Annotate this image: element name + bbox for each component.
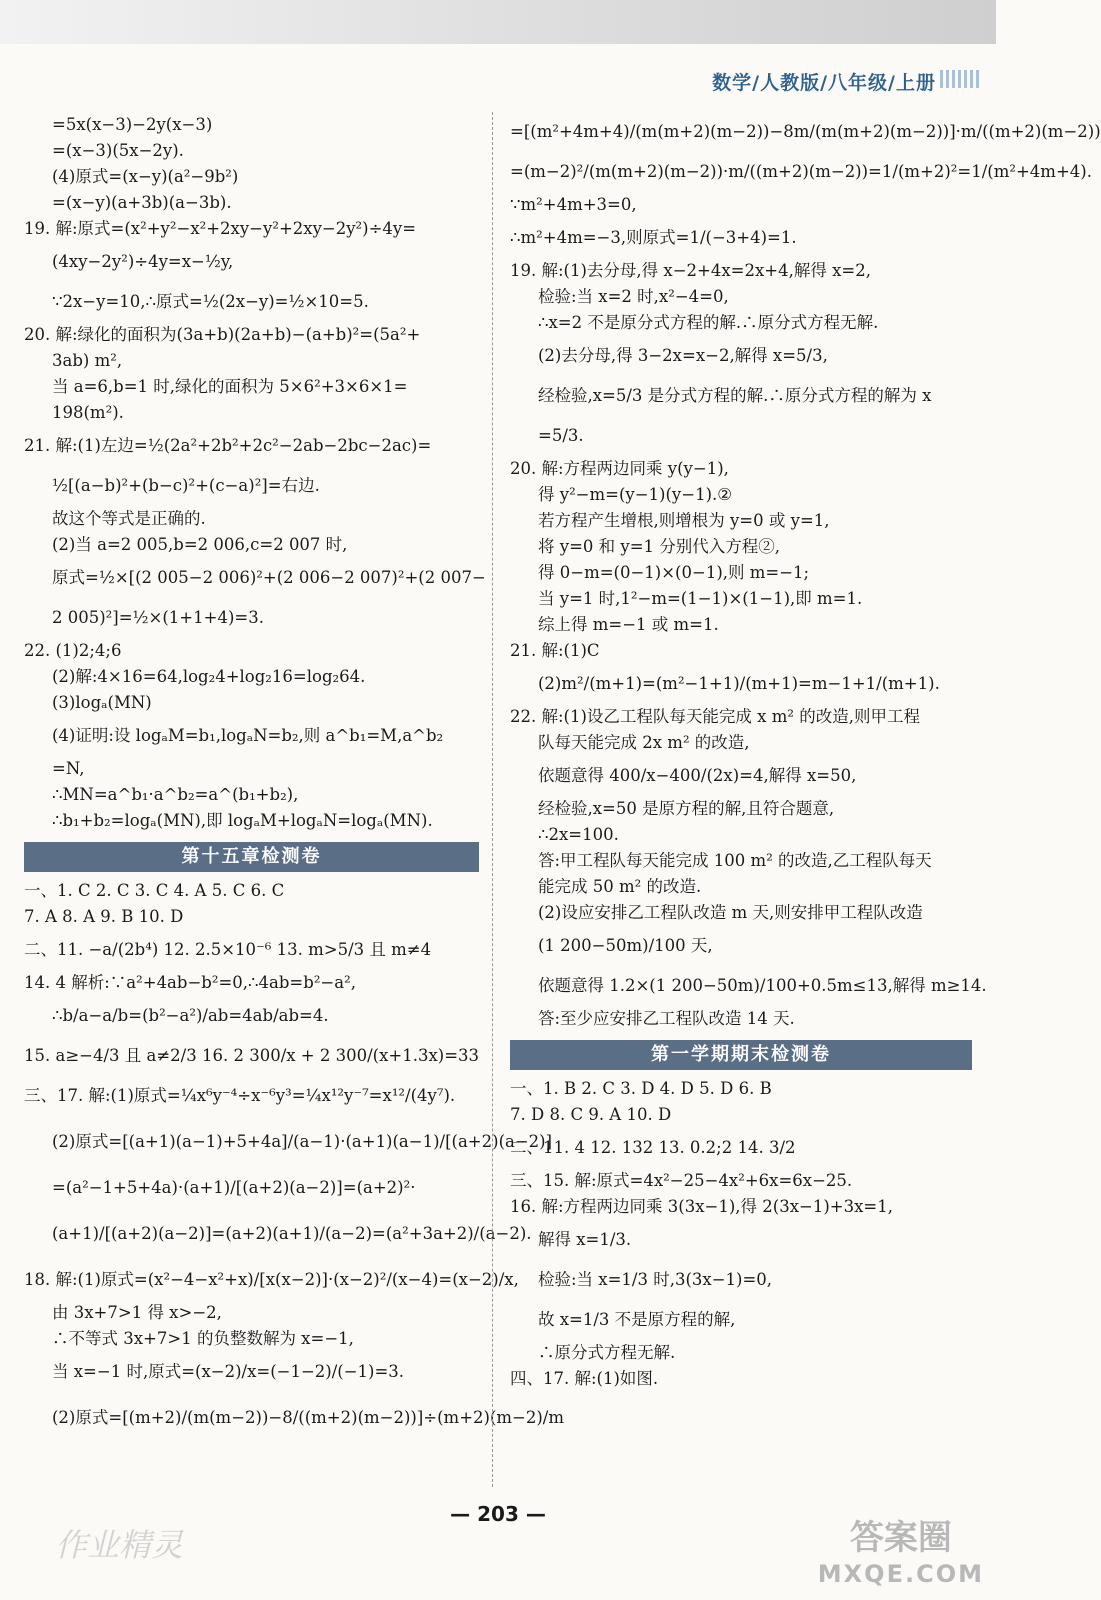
answer-line: 队每天能完成 2x m² 的改造, xyxy=(538,733,750,752)
answer-line: 20. 解:方程两边同乘 y(y−1), xyxy=(510,459,729,478)
answer-line: 21. 解:(1)C xyxy=(510,641,600,660)
answer-line: 一、1. B 2. C 3. D 4. D 5. D 6. B xyxy=(510,1079,772,1098)
answer-line: 21. 解:(1)左边=½(2a²+2b²+2c²−2ab−2bc−2ac)= xyxy=(24,436,432,455)
top-banner xyxy=(0,0,996,44)
answer-line: (4xy−2y²)÷4y=x−½y, xyxy=(52,252,234,271)
answer-line: 依题意得 400/x−400/(2x)=4,解得 x=50, xyxy=(538,766,857,785)
answer-line: 得 y²−m=(y−1)(y−1).② xyxy=(538,485,733,504)
answer-line: 解得 x=1/3. xyxy=(538,1230,632,1249)
answer-line: 14. 4 解析:∵a²+4ab−b²=0,∴4ab=b²−a², xyxy=(24,973,356,992)
answer-line: 故这个等式是正确的. xyxy=(52,509,206,528)
answer-line: ∴x=2 不是原分式方程的解.∴原分式方程无解. xyxy=(538,313,879,332)
answer-line: ∴原分式方程无解. xyxy=(538,1343,676,1362)
answer-line: (4)原式=(x−y)(a²−9b²) xyxy=(52,167,239,186)
answer-line: 综上得 m=−1 或 m=1. xyxy=(538,615,719,634)
answer-line: 得 0−m=(0−1)×(0−1),则 m=−1; xyxy=(538,563,810,582)
right-answer-lines-2 xyxy=(510,1076,972,1392)
answer-line: 19. 解:(1)去分母,得 x−2+4x=2x+4,解得 x=2, xyxy=(510,261,871,280)
answer-line: ∴2x=100. xyxy=(538,825,619,844)
answer-line: ∵m²+4m+3=0, xyxy=(510,195,637,214)
answer-line: 2 005)²]=½×(1+1+4)=3. xyxy=(52,608,264,627)
answer-line: ½[(a−b)²+(b−c)²+(c−a)²]=右边. xyxy=(52,476,320,495)
watermark-right-url: MXQE.COM xyxy=(817,1560,984,1588)
answer-line: 四、17. 解:(1)如图. xyxy=(510,1369,659,1388)
answer-line: ∴b/a−a/b=(b²−a²)/ab=4ab/ab=4. xyxy=(52,1006,329,1025)
answer-line: 检验:当 x=1/3 时,3(3x−1)=0, xyxy=(538,1270,773,1289)
answer-line: 20. 解:绿化的面积为(3a+b)(2a+b)−(a+b)²=(5a²+ xyxy=(24,325,421,344)
answer-line: ∵2x−y=10,∴原式=½(2x−y)=½×10=5. xyxy=(52,292,369,311)
answer-line: 3ab) m², xyxy=(52,351,123,370)
answer-line: ∴不等式 3x+7>1 的负整数解为 x=−1, xyxy=(52,1329,354,1348)
answer-line: 由 3x+7>1 得 x>−2, xyxy=(52,1303,222,1322)
answer-line: 故 x=1/3 不是原方程的解, xyxy=(538,1310,736,1329)
watermark-left: 作业精灵 xyxy=(55,1526,184,1564)
section-title-ch15: 第十五章检测卷 xyxy=(24,842,479,872)
answer-line: ∴MN=a^b₁·a^b₂=a^(b₁+b₂), xyxy=(52,785,299,804)
answer-line: 当 y=1 时,1²−m=(1−1)×(1−1),即 m=1. xyxy=(538,589,863,608)
answer-line: 答:甲工程队每天能完成 100 m² 的改造,乙工程队每天 xyxy=(538,851,932,870)
answer-line: 198(m²). xyxy=(52,403,124,422)
answer-line: (1 200−50m)/100 天, xyxy=(538,936,713,955)
answer-line: 依题意得 1.2×(1 200−50m)/100+0.5m≤13,解得 m≥14. xyxy=(538,976,987,995)
answer-line: 能完成 50 m² 的改造. xyxy=(538,877,702,896)
answer-line: (2)解:4×16=64,log₂4+log₂16=log₂64. xyxy=(52,667,366,686)
section-title-final: 第一学期期末检测卷 xyxy=(510,1040,972,1070)
running-header: 数学/人教版/八年级/上册 xyxy=(712,72,936,94)
answer-line: (2)原式=[(m+2)/(m(m−2))−8/((m+2)(m−2))]÷(m+2)(m−2)/m xyxy=(52,1408,564,1427)
answer-line: (a+1)/[(a+2)(a−2)]=(a+2)(a+1)/(a−2)=(a²+3a+2)/(a−2). xyxy=(52,1224,532,1243)
answer-line: 一、1. C 2. C 3. C 4. A 5. C 6. C xyxy=(24,881,285,900)
answer-line: 7. A 8. A 9. B 10. D xyxy=(24,907,184,926)
answer-line: =[(m²+4m+4)/(m(m+2)(m−2))−8m/(m(m+2)(m−2))]·m/((m+2)(m−2)) xyxy=(510,122,1101,141)
column-divider xyxy=(492,112,493,1487)
answer-line: =(m−2)²/(m(m+2)(m−2))·m/((m+2)(m−2))=1/(m+2)²=1/(m²+4m+4). xyxy=(510,162,1092,181)
answer-line: (3)logₐ(MN) xyxy=(52,693,152,712)
answer-line: 当 a=6,b=1 时,绿化的面积为 5×6²+3×6×1= xyxy=(52,377,408,396)
watermark-right-title: 答案圈 xyxy=(849,1518,952,1558)
answer-line: =N, xyxy=(52,759,85,778)
answer-line: 检验:当 x=2 时,x²−4=0, xyxy=(538,287,729,306)
answer-line: 二、11. −a/(2b⁴) 12. 2.5×10⁻⁶ 13. m>5/3 且 m≠4 xyxy=(24,940,432,959)
right-column xyxy=(510,112,1101,1392)
answer-line: ∴b₁+b₂=logₐ(MN),即 logₐM+logₐN=logₐ(MN). xyxy=(52,811,433,830)
answer-line: 三、15. 解:原式=4x²−25−4x²+6x=6x−25. xyxy=(510,1171,853,1190)
header-decoration xyxy=(940,70,980,88)
answer-line: 原式=½×[(2 005−2 006)²+(2 006−2 007)²+(2 007− xyxy=(52,568,486,587)
right-answer-lines xyxy=(510,112,1101,1032)
answer-line: (4)证明:设 logₐM=b₁,logₐN=b₂,则 a^b₁=M,a^b₂ xyxy=(52,726,444,745)
answer-line: (2)原式=[(a+1)(a−1)+5+4a]/(a−1)·(a+1)(a−1)/[(a+2)(a−2)] xyxy=(52,1132,553,1151)
answer-line: =5x(x−3)−2y(x−3) xyxy=(52,115,213,134)
left-answer-lines xyxy=(24,112,486,834)
left-answer-lines-2 xyxy=(24,878,564,1444)
answer-line: =(x−y)(a+3b)(a−3b). xyxy=(52,193,232,212)
answer-line: 22. 解:(1)设乙工程队每天能完成 x m² 的改造,则甲工程 xyxy=(510,707,920,726)
answer-line: (2)设应安排乙工程队改造 m 天,则安排甲工程队改造 xyxy=(538,903,923,922)
page-number: — 203 — xyxy=(450,1502,546,1526)
answer-line: 将 y=0 和 y=1 分别代入方程②, xyxy=(538,537,781,556)
answer-line: 当 x=−1 时,原式=(x−2)/x=(−1−2)/(−1)=3. xyxy=(52,1362,405,1381)
answer-line: (2)当 a=2 005,b=2 006,c=2 007 时, xyxy=(52,535,348,554)
answer-line: 若方程产生增根,则增根为 y=0 或 y=1, xyxy=(538,511,830,530)
answer-line: 二、11. 4 12. 132 13. 0.2;2 14. 3/2 xyxy=(510,1138,796,1157)
answer-line: 22. (1)2;4;6 xyxy=(24,641,122,660)
watermark-right xyxy=(818,1520,984,1592)
answer-line: 三、17. 解:(1)原式=¼x⁶y⁻⁴÷x⁻⁶y³=¼x¹²y⁻⁷=x¹²/(4y⁷). xyxy=(24,1086,456,1105)
answer-line: 16. 解:方程两边同乘 3(3x−1),得 2(3x−1)+3x=1, xyxy=(510,1197,893,1216)
answer-line: =(x−3)(5x−2y). xyxy=(52,141,184,160)
answer-line: (2)去分母,得 3−2x=x−2,解得 x=5/3, xyxy=(538,346,828,365)
answer-line: =(a²−1+5+4a)·(a+1)/[(a+2)(a−2)]=(a+2)²· xyxy=(52,1178,416,1197)
answer-line: ∴m²+4m=−3,则原式=1/(−3+4)=1. xyxy=(510,228,797,247)
answer-line: 15. a≥−4/3 且 a≠2/3 16. 2 300/x + 2 300/(x+1.3x)=33 xyxy=(24,1046,480,1065)
answer-line: 18. 解:(1)原式=(x²−4−x²+x)/[x(x−2)]·(x−2)²/(x−4)=(x−2)/x, xyxy=(24,1270,519,1289)
answer-line: 7. D 8. C 9. A 10. D xyxy=(510,1105,672,1124)
answer-line: (2)m²/(m+1)=(m²−1+1)/(m+1)=m−1+1/(m+1). xyxy=(538,674,940,693)
answer-line: =5/3. xyxy=(538,426,584,445)
answer-line: 19. 解:原式=(x²+y²−x²+2xy−y²+2xy−2y²)÷4y= xyxy=(24,219,417,238)
answer-line: 经检验,x=5/3 是分式方程的解.∴原分式方程的解为 x xyxy=(538,386,932,405)
answer-line: 答:至少应安排乙工程队改造 14 天. xyxy=(538,1009,795,1028)
answer-line: 经检验,x=50 是原方程的解,且符合题意, xyxy=(538,799,835,818)
